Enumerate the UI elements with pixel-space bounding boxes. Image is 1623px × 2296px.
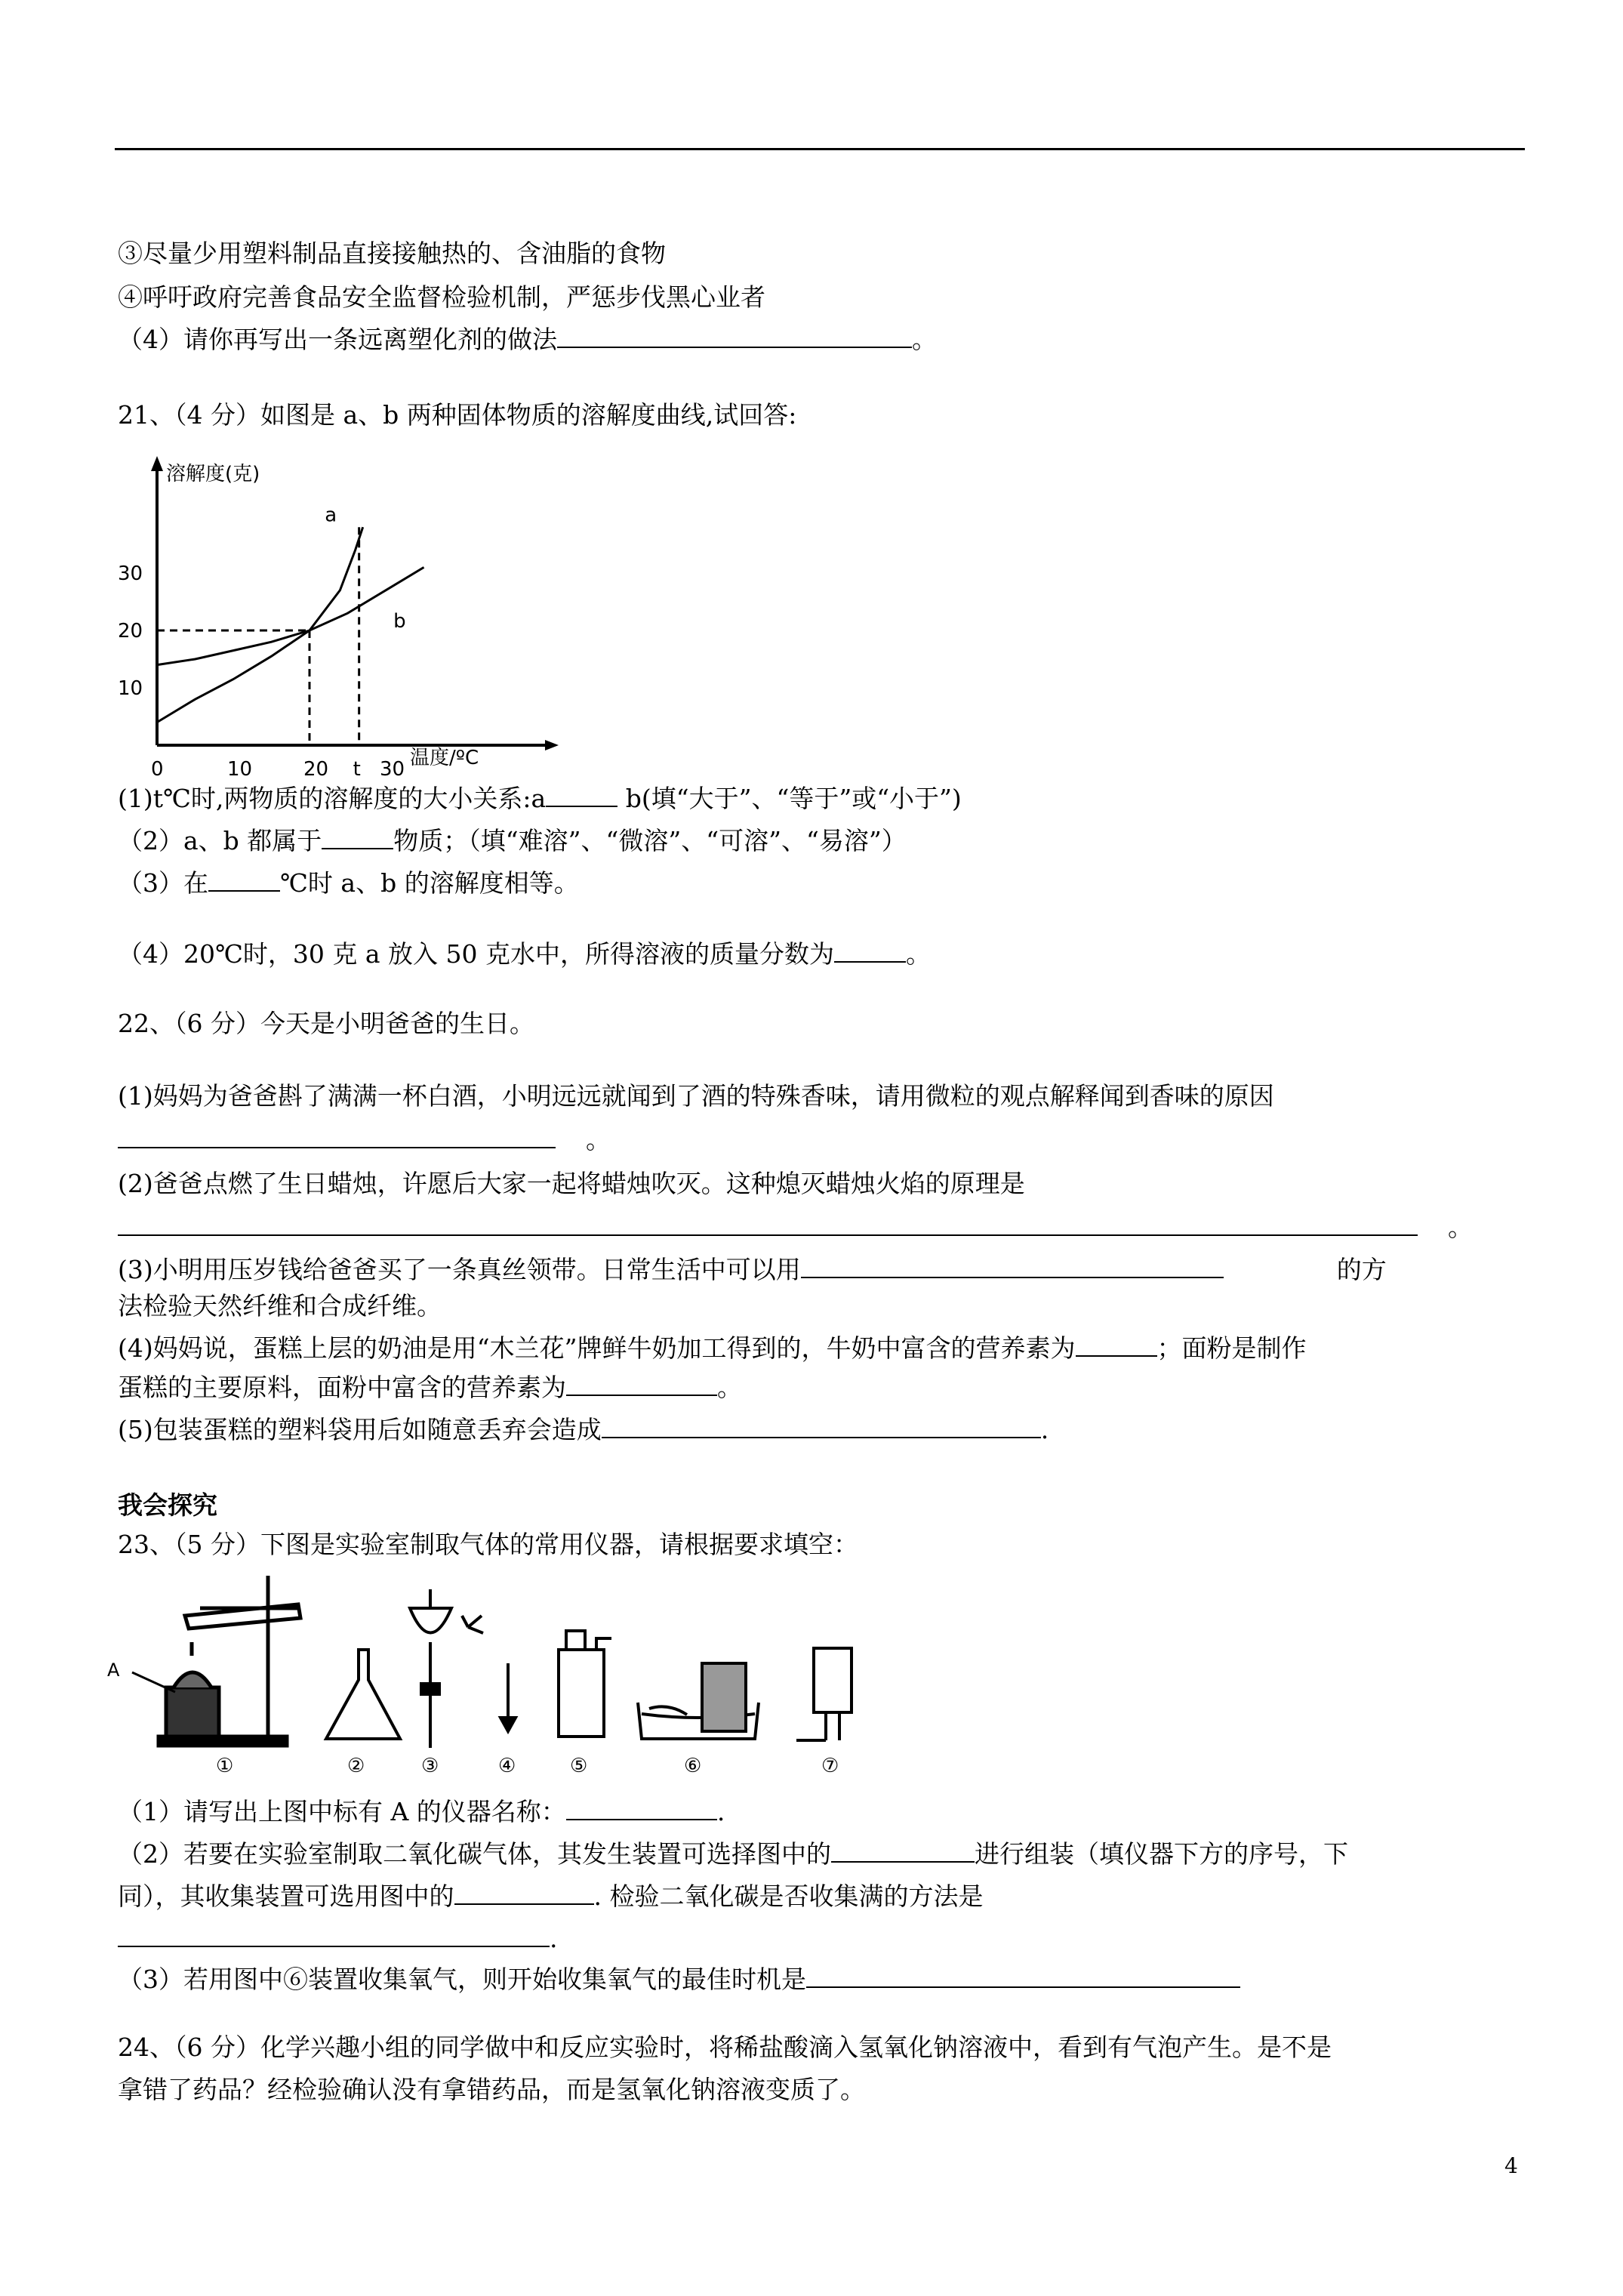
series-line-b — [157, 567, 424, 664]
answer-blank[interactable] — [831, 1838, 975, 1863]
q22-part4: (4)妈妈说，蛋糕上层的奶油是用“木兰花”牌鲜牛奶加工得到的，牛奶中富含的营养素为 ；面粉是制作 — [118, 1333, 1307, 1363]
answer-blank[interactable] — [546, 783, 617, 807]
q22-part2: (2)爸爸点燃了生日蜡烛，许愿后大家一起将蜡烛吹灭。这种熄灭蜡烛火焰的原理是 — [118, 1169, 1025, 1198]
series-label-a: a — [325, 504, 337, 527]
answer-blank[interactable] — [208, 868, 280, 892]
apparatus-number: ⑦ — [821, 1755, 839, 1777]
q22-part4-cont: 蛋糕的主要原料，面粉中富含的营养素为 。 — [118, 1373, 742, 1402]
x-axis-label: 温度/ºC — [410, 747, 479, 769]
label-A: A — [107, 1660, 120, 1681]
answer-blank[interactable] — [566, 1796, 717, 1820]
q22-part2-answer: 。 — [118, 1211, 1473, 1244]
x-tick-label: t — [353, 758, 361, 781]
q22-part3: (3)小明用压岁钱给爸爸买了一条真丝领带。日常生活中可以用 的方 — [118, 1255, 1387, 1284]
x-tick-label: 20 — [303, 758, 329, 781]
section-title: 我会探究 — [118, 1490, 217, 1520]
q23-sub2: （2）若要在实验室制取二氧化碳气体，其发生装置可选择图中的 进行组装（填仪器下方的序号，下 — [118, 1839, 1348, 1869]
header-rule — [115, 148, 1525, 150]
answer-blank[interactable] — [322, 825, 393, 849]
q23-sub1: （1）请写出上图中标有 A 的仪器名称： . — [118, 1797, 725, 1826]
q24-line2: 拿错了药品？经检验确认没有拿错药品，而是氢氧化钠溶液变质了。 — [118, 2075, 865, 2104]
conical-flask — [326, 1650, 400, 1739]
answer-blank[interactable] — [118, 1124, 556, 1148]
apparatus-number: ② — [347, 1755, 365, 1777]
q20-item3: ③尽量少用塑料制品直接接触热的、含油脂的食物 — [118, 239, 666, 268]
q23-sub3: （3）若用图中⑥装置收集氧气，则开始收集氧气的最佳时机是 — [118, 1963, 1240, 1996]
q21-sub3: （3）在 ℃时 a、b 的溶解度相等。 — [118, 868, 579, 898]
lab-apparatus-figure — [107, 1574, 868, 1778]
answer-blank[interactable] — [834, 938, 906, 963]
q21-sub4: （4）20℃时，30 克 a 放入 50 克水中，所得溶液的质量分数为 。 — [118, 939, 932, 969]
series-label-b: b — [393, 610, 406, 633]
water-trough — [638, 1663, 759, 1739]
apparatus-number: ③ — [421, 1755, 439, 1777]
q20-sub4: （4）请你再写出一条远离塑化剂的做法 。 — [118, 325, 937, 354]
q20-item4: ④呼吁政府完善食品安全监督检验机制，严惩步伐黑心业者 — [118, 282, 765, 312]
answer-blank[interactable] — [602, 1414, 1041, 1438]
q22-part1: (1)妈妈为爸爸斟了满满一杯白酒，小明远远就闻到了酒的特殊香味，请用微粒的观点解释闻到香味的原因 — [118, 1081, 1274, 1111]
answer-blank[interactable] — [118, 1923, 550, 1947]
y-tick-label: 20 — [118, 620, 143, 643]
x-tick-label: 30 — [380, 758, 405, 781]
q22-part5: (5)包装蛋糕的塑料袋用后如随意丢弃会造成 . — [118, 1415, 1049, 1444]
answer-blank[interactable] — [118, 1212, 1418, 1236]
q21-sub1: (1)t℃时,两物质的溶解度的大小关系:a b(填“大于”、“等于”或“小于”) — [118, 784, 962, 813]
answer-blank[interactable] — [1076, 1333, 1157, 1357]
q22-part3-cont: 法检验天然纤维和合成纤维。 — [118, 1291, 442, 1321]
iron-stand-with-burner — [132, 1576, 300, 1746]
answer-blank[interactable] — [566, 1372, 717, 1396]
y-tick-label: 10 — [118, 677, 143, 700]
solubility-chart — [112, 447, 565, 781]
answer-blank[interactable] — [801, 1254, 1224, 1278]
q23-stem: 23、（5 分）下图是实验室制取气体的常用仪器，请根据要求填空： — [118, 1530, 858, 1559]
q21-stem: 21、（4 分）如图是 a、b 两种固体物质的溶解度曲线,试回答: — [118, 400, 797, 430]
q22-part1-answer: 。 — [118, 1123, 611, 1157]
x-tick-label: 10 — [227, 758, 253, 781]
answer-blank[interactable] — [557, 324, 912, 348]
apparatus-number: ④ — [498, 1755, 516, 1777]
apparatus-number: ⑤ — [570, 1755, 588, 1777]
inverted-bottle — [796, 1648, 852, 1740]
gas-bottle — [559, 1631, 611, 1737]
separatory-funnel — [410, 1589, 483, 1748]
series-line-a — [157, 527, 363, 722]
answer-blank[interactable] — [806, 1964, 1240, 1988]
chart-axes — [151, 456, 559, 750]
q23-sub2-answer: . — [118, 1922, 558, 1955]
apparatus-number: ① — [216, 1755, 234, 1777]
y-tick-label: 30 — [118, 562, 143, 585]
y-axis-label: 溶解度(克) — [166, 463, 260, 485]
page-number: 4 — [1504, 2153, 1518, 2178]
dropper-tube — [500, 1663, 516, 1731]
q24-line1: 24、（6 分）化学兴趣小组的同学做中和反应实验时，将稀盐酸滴入氢氧化钠溶液中，看到有气泡产生。是不是 — [118, 2032, 1332, 2062]
answer-blank[interactable] — [454, 1881, 594, 1905]
x-tick-label: 0 — [151, 758, 164, 781]
apparatus-number: ⑥ — [684, 1755, 702, 1777]
q23-sub2-cont: 同），其收集装置可选用图中的 . 检验二氧化碳是否收集满的方法是 — [118, 1881, 984, 1911]
q22-stem: 22、（6 分）今天是小明爸爸的生日。 — [118, 1009, 534, 1038]
q21-sub2: （2）a、b 都属于 物质；（填“难溶”、“微溶”、“可溶”、“易溶”） — [118, 826, 907, 855]
